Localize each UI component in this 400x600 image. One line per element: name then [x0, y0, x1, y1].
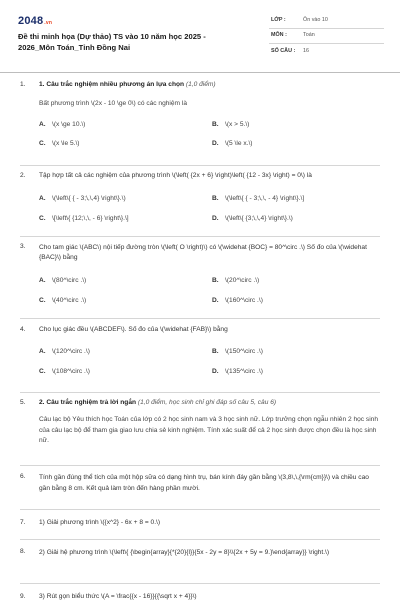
- question-number: 5.: [20, 399, 26, 406]
- section-title: 1. Câu trắc nghiệm nhiều phương án lựa chọn: [39, 81, 185, 88]
- question-separator: [20, 583, 380, 584]
- option-letter: C.: [39, 140, 46, 148]
- option-a[interactable]: [39, 195, 212, 204]
- question-4: [20, 326, 380, 377]
- option-text: \(108^\circ .\): [52, 367, 90, 375]
- option-text: \(135^\circ .\): [225, 367, 263, 375]
- option-text: \(120^\circ .\): [52, 347, 90, 355]
- option-b[interactable]: [212, 348, 385, 357]
- option-letter: A.: [39, 347, 46, 355]
- question-1: [20, 81, 380, 149]
- question-text: Tập hợp tất cả các nghiệm của phương trình \(\left( {2x + 6} \right)\left( {12 - 3x} \right) = 0\) là: [39, 172, 312, 179]
- answer-options: [39, 121, 380, 150]
- option-letter: B.: [212, 194, 219, 202]
- option-text: \(x \ge 10.\): [52, 120, 86, 128]
- answer-options: [39, 195, 380, 224]
- header-divider: [0, 72, 400, 73]
- option-a[interactable]: [39, 277, 212, 286]
- option-letter: D.: [212, 214, 219, 222]
- option-text: \(20^\circ .\): [225, 277, 260, 285]
- meta-value: Toán: [303, 32, 315, 39]
- section-heading: [39, 399, 380, 408]
- option-letter: B.: [212, 120, 219, 128]
- meta-label: MÔN :: [271, 32, 287, 39]
- brand-name: 2048: [18, 15, 44, 27]
- question-5: [20, 399, 380, 447]
- option-letter: A.: [39, 277, 46, 285]
- question-number: 3.: [20, 243, 26, 250]
- option-letter: B.: [212, 277, 219, 285]
- option-letter: C.: [39, 367, 46, 375]
- meta-label: LỚP :: [271, 17, 286, 24]
- question-separator: [20, 539, 380, 540]
- question-7: [20, 519, 380, 528]
- option-b[interactable]: [212, 195, 385, 204]
- option-text: \(40^\circ .\): [52, 297, 87, 305]
- option-letter: C.: [39, 297, 46, 305]
- question-text: Tính gần đúng thể tích của một hộp sữa có dạng hình trụ, bán kính đáy gần bằng \(3,8\,\,{\rm{cm}}\) và chiều cao gần bằng 8 cm. Kết quả làm tròn đến hàng phần mười.: [39, 474, 369, 492]
- meta-value: Ôn vào 10: [303, 17, 328, 24]
- question-number: 1.: [20, 81, 26, 88]
- question-2: [20, 172, 380, 224]
- option-d[interactable]: [212, 140, 385, 149]
- question-separator: [20, 165, 380, 166]
- option-d[interactable]: [212, 297, 385, 306]
- option-a[interactable]: [39, 121, 212, 130]
- question-number: 7.: [20, 519, 26, 526]
- option-c[interactable]: [39, 215, 212, 224]
- option-letter: A.: [39, 194, 46, 202]
- section-heading: [39, 81, 380, 90]
- option-letter: D.: [212, 367, 219, 375]
- question-separator: [20, 236, 380, 237]
- question-separator: [20, 509, 380, 510]
- option-b[interactable]: [212, 121, 385, 130]
- question-8: [20, 548, 380, 559]
- option-text: \(\left\{ {3;\,\,4} \right\}.\): [225, 214, 293, 222]
- option-text: \(\left\{ { - 3;\,\,4} \right\}.\): [52, 194, 126, 202]
- question-number: 9.: [20, 593, 26, 600]
- meta-row-class: [269, 14, 384, 29]
- question-separator: [20, 318, 380, 319]
- question-text: 3) Rút gọn biểu thức \(A = \frac{{x - 16}}{{\sqrt x + 4}}\): [39, 593, 197, 600]
- meta-value: 16: [303, 47, 309, 54]
- header: [18, 14, 384, 68]
- answer-options: [39, 348, 380, 377]
- brand-suffix: .vn: [44, 20, 53, 26]
- option-b[interactable]: [212, 277, 385, 286]
- exam-title: Đề thi minh họa (Dự thảo) TS vào 10 năm học 2025 - 2026_Môn Toán_Tỉnh Đồng Nai: [18, 32, 206, 52]
- question-number: 6.: [20, 473, 26, 480]
- question-text: 2) Giải hệ phương trình \(\left\{ {\begin{array}{*{20}{l}}{5x - 2y = 8}\\{2x + 5y = 9.}\end{array}} \right.\): [39, 549, 330, 556]
- question-3: [20, 243, 380, 306]
- section-note: (1,0 điểm, học sinh chỉ ghi đáp số câu 5, câu 6): [137, 399, 277, 406]
- question-text: Cho tam giác \(ABC\) nội tiếp đường tròn \(\left( O \right)\) có \(\widehat {BOC} = 80^\circ .\) Số đo của \(\widehat {BAC}\) bằng: [39, 244, 367, 262]
- meta-label: SỐ CÂU :: [271, 47, 296, 54]
- option-c[interactable]: [39, 297, 212, 306]
- answer-options: [39, 277, 380, 306]
- section-note: (1,0 điểm): [185, 81, 216, 88]
- option-c[interactable]: [39, 368, 212, 377]
- question-text: Cho lục giác đều \(ABCDEF\). Số đo của \(\widehat {FAB}\) bằng: [39, 326, 228, 333]
- option-text: \(150^\circ .\): [225, 347, 263, 355]
- option-letter: D.: [212, 297, 219, 305]
- question-separator: [20, 465, 380, 466]
- option-letter: A.: [39, 120, 46, 128]
- option-letter: C.: [39, 214, 46, 222]
- question-9: [20, 593, 380, 600]
- question-text: Bất phương trình \(2x - 10 \ge 0\) có các nghiệm là: [39, 99, 188, 107]
- option-letter: B.: [212, 347, 219, 355]
- option-d[interactable]: [212, 215, 385, 224]
- option-a[interactable]: [39, 348, 212, 357]
- option-text: \(5 \le x.\): [225, 140, 253, 148]
- exam-meta-table: [269, 14, 384, 59]
- option-letter: D.: [212, 140, 219, 148]
- option-d[interactable]: [212, 368, 385, 377]
- question-text: Câu lạc bộ Yêu thích học Toán của lớp có 2 học sinh nam và 3 học sinh nữ. Lớp trưởng chọn ngẫu nhiên 2 học sinh của câu lạc bộ để tham gia giao lưu chia sẻ kinh nghiệm. Tính xác suất để cả 2 học sinh được chọn đều là học sinh nữ.: [39, 415, 379, 445]
- option-text: \(x > 5.\): [225, 120, 250, 128]
- brand-logo[interactable]: [18, 14, 52, 29]
- option-text: \(160^\circ .\): [225, 297, 263, 305]
- question-number: 2.: [20, 172, 26, 179]
- option-text: \(80^\circ .\): [52, 277, 87, 285]
- option-c[interactable]: [39, 140, 212, 149]
- question-separator: [20, 392, 380, 393]
- section-title: 2. Câu trắc nghiệm trả lời ngắn: [39, 399, 137, 406]
- meta-row-subject: [269, 29, 384, 44]
- question-text: 1) Giải phương trình \({x^2} - 6x + 8 = 0.\): [39, 519, 161, 526]
- question-number: 8.: [20, 548, 26, 555]
- option-text: \(\left\{ { - 3;\,\, - 4} \right\}.\]: [225, 194, 305, 202]
- meta-row-count: [269, 44, 384, 59]
- option-text: \[\left\{ {12;\,\, - 6} \right\}.\]: [52, 214, 129, 222]
- option-text: \(x \le 5.\): [52, 140, 80, 148]
- question-6: [20, 473, 380, 494]
- question-number: 4.: [20, 326, 26, 333]
